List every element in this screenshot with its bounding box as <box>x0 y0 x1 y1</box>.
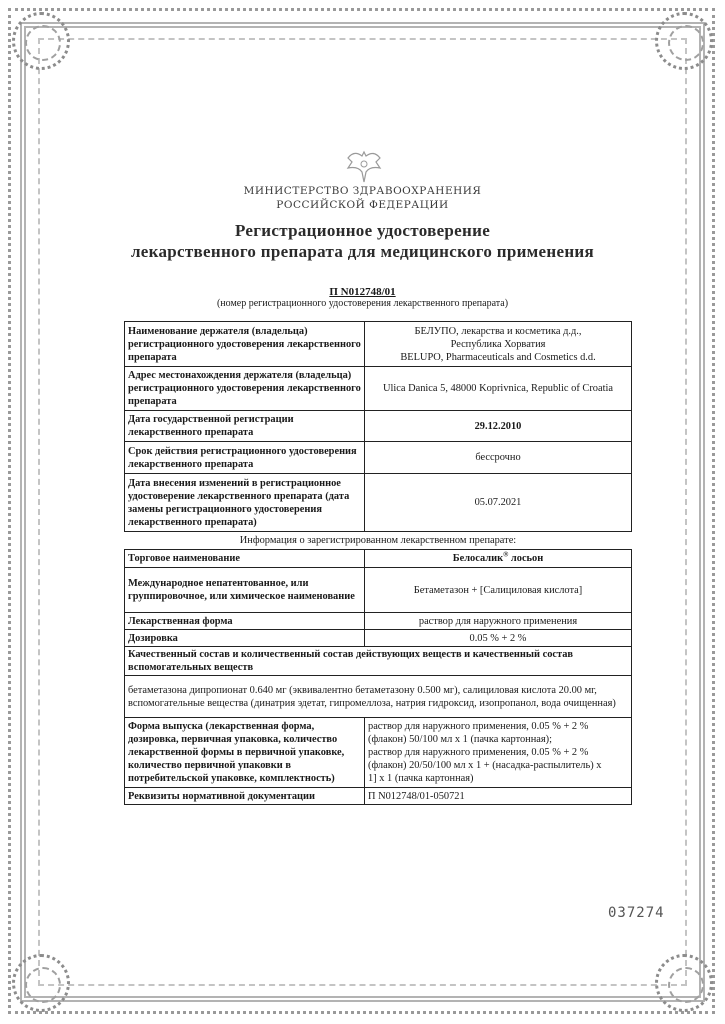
inn-value: Бетаметазон + [Салициловая кислота] <box>365 568 632 613</box>
registration-date-line: 29.12.2010 <box>474 420 522 432</box>
validity-value <box>365 442 632 474</box>
table-row <box>125 647 632 676</box>
trade-name-label: Торговое наименование <box>125 550 365 568</box>
coat-of-arms-icon <box>340 148 388 186</box>
holder-address-line: Ulica Danica 5, 48000 Koprivnica, Republic of Croatia <box>383 383 613 394</box>
amendment-date-label: Дата внесения изменений в регистрационное удостоверение лекарственного препарата (дата замены регистрационного удостоверения лекарственного препарата) <box>125 474 365 532</box>
holder-country-line: Республика Хорватия <box>450 338 546 350</box>
release-form-value <box>365 718 632 788</box>
trade-name-value <box>365 550 632 568</box>
table-row <box>125 550 632 568</box>
corner-rosette-icon <box>655 954 713 1012</box>
amendment-date-value <box>365 474 632 532</box>
dosage-form-value: раствор для наружного применения <box>365 613 632 630</box>
release-form-label: Форма выпуска (лекарственная форма, дозировка, первичная упаковка, количество лекарственной формы в первичной упаковке, количество первичной упаковки в потребительской упаковке, комплектность) <box>125 718 365 788</box>
ministry-name-line2: РОССИЙСКОЙ ФЕДЕРАЦИИ <box>276 199 449 211</box>
table-row <box>125 676 632 718</box>
table-row <box>125 718 632 788</box>
holder-name-latin-line: BELUPO, Pharmaceuticals and Cosmetics d.d. <box>400 351 596 363</box>
table-row <box>125 630 632 647</box>
validity-label: Срок действия регистрационного удостоверения лекарственного препарата <box>125 442 365 474</box>
inn-label: Международное непатентованное, или группировочное, или химическое наименование <box>125 568 365 613</box>
registration-number-note: (номер регистрационного удостоверения лекарственного препарата) <box>216 298 509 309</box>
ministry-name-line1: МИНИСТЕРСТВО ЗДРАВООХРАНЕНИЯ <box>243 185 482 197</box>
trade-name-suffix: лосьон <box>508 553 544 564</box>
holder-name-line: БЕЛУПО, лекарства и косметика д.д., <box>414 325 582 337</box>
document-title-line1: Регистрационное удостоверение <box>234 221 491 240</box>
composition-value: бетаметазона дипропионат 0.640 мг (эквивалентно бетаметазону 0.500 мг), салициловая кислота 20.00 мг, вспомогательные вещества (динатрия эдетат, гипромеллоза, натрия гидроксид, изопропанол, вода очищенная) <box>125 676 632 718</box>
release-form-line: (флакон) 50/100 мл x 1 (пачка картонная); <box>368 734 553 745</box>
table-row <box>125 367 632 411</box>
registration-date-label: Дата государственной регистрации лекарственного препарата <box>125 411 365 442</box>
registration-date-value <box>365 411 632 442</box>
validity-line: бессрочно <box>475 452 521 463</box>
holder-address-value <box>365 367 632 411</box>
release-form-line: раствор для наружного применения, 0.05 % + 2 % <box>368 721 589 732</box>
table-row <box>125 442 632 474</box>
corner-rosette-icon <box>655 12 713 70</box>
normative-doc-label: Реквизиты нормативной документации <box>125 788 365 805</box>
normative-doc-value: П N012748/01-050721 <box>365 788 632 805</box>
registered-mark: ® <box>503 550 509 559</box>
release-form-line: 1] x 1 (пачка картонная) <box>368 773 474 784</box>
corner-rosette-icon <box>12 12 70 70</box>
composition-label: Качественный состав и количественный состав действующих веществ и качественный состав вспомогательных веществ <box>125 647 632 676</box>
table-row <box>125 568 632 613</box>
corner-rosette-icon <box>12 954 70 1012</box>
holder-address-label: Адрес местонахождения держателя (владельца) регистрационного удостоверения лекарственного препарата <box>125 367 365 411</box>
holder-name-value <box>365 322 632 367</box>
holder-info-table <box>124 321 632 532</box>
holder-name-label: Наименование держателя (владельца) регистрационного удостоверения лекарственного препарата <box>125 322 365 367</box>
table-row <box>125 411 632 442</box>
table-row <box>125 474 632 532</box>
dosage-form-label: Лекарственная форма <box>125 613 365 630</box>
release-form-line: раствор для наружного применения, 0.05 % + 2 % <box>368 747 589 758</box>
dosage-label: Дозировка <box>125 630 365 647</box>
table-row <box>125 322 632 367</box>
amendment-date-line: 05.07.2021 <box>474 497 522 508</box>
form-serial-number: 037274 <box>608 905 665 921</box>
drug-info-heading: Информация о зарегистрированном лекарственном препарате: <box>239 535 517 546</box>
table-row <box>125 613 632 630</box>
document-title-line2: лекарственного препарата для медицинского применения <box>130 242 595 261</box>
dosage-value: 0.05 % + 2 % <box>365 630 632 647</box>
release-form-line: (флакон) 20/50/100 мл x 1 + (насадка-распылитель) x <box>368 760 602 771</box>
drug-info-table <box>124 549 632 805</box>
trade-name-main: Белосалик <box>452 553 504 564</box>
table-row <box>125 788 632 805</box>
registration-number: П N012748/01 <box>329 286 396 298</box>
